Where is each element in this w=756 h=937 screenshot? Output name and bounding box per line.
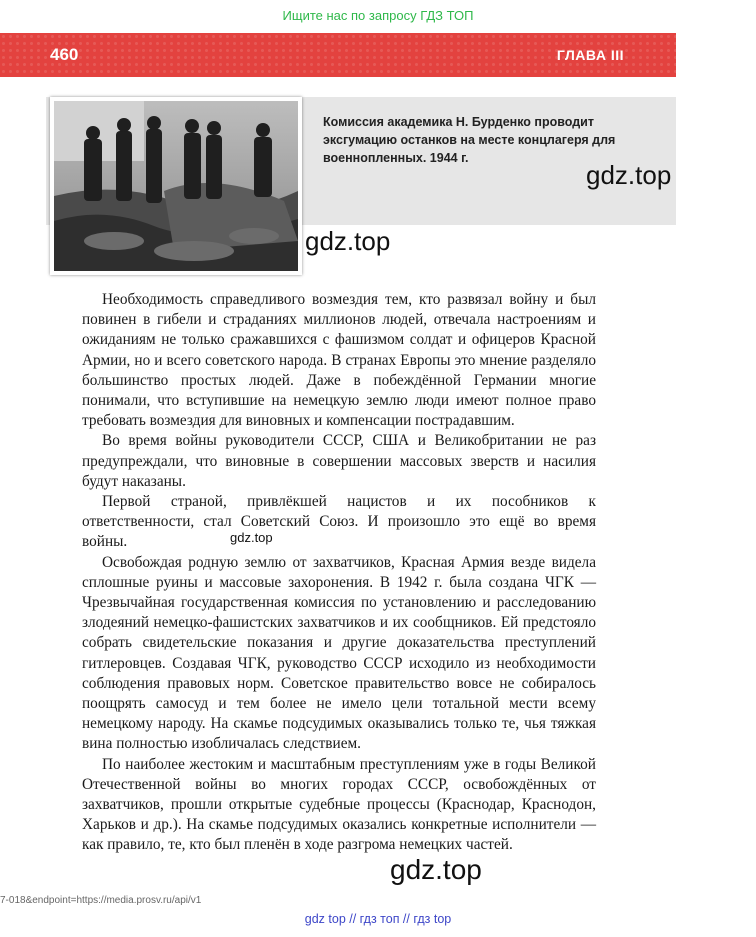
watermark: gdz.top: [390, 854, 482, 885]
watermark: gdz.top: [586, 160, 672, 190]
paragraph: Необходимость справедливого возмездия тем, кто развязал войну и был повинен в гибели и страданиях миллионов людей, отвечала настроениям и ожиданиям не только сражавшихся с фашизмом солдат и офицеров Красной Армии, но и всего советского народа. В странах Европы это мнение разделяло большинство простых людей. Даже в побеждённой Германии многие понимали, что вступившие на немецкую землю люди имеют полное право требовать возмездия для виновных и компенсации пострадавшим.: [82, 291, 596, 430]
body-text: [82, 290, 596, 856]
exhumation-photo: [54, 101, 298, 271]
watermark: gdz.top: [230, 530, 273, 545]
chapter-label: ГЛАВА III: [556, 47, 624, 63]
paragraph: По наиболее жестоким и масштабным преступлениям уже в годы Великой Отечественной войны во многих городах СССР, освобождённых от захватчиков, прошли открытые судебные процессы (Краснодар, Краснодон, Харьков и др.). На скамье подсудимых оказались конкретные исполнители — как правило, те, кто был пленён в ходе разгрома немецких частей.: [82, 755, 596, 854]
url-strip: 7-018&endpoint=https://media.prosv.ru/api/v1: [0, 895, 202, 906]
page-number: 460: [50, 45, 79, 64]
paragraph: Освобождая родную землю от захватчиков, Красная Армия везде видела сплошные руины и массовые захоронения. В 1942 г. была создана ЧГК — Чрезвычайная государственная комиссия по установлению и расследованию злодеяний немецко-фашистских захватчиков и их сообщников. Ей предстояло собрать свидетельские показания и другие доказательства преступлений гитлеровцев. Создавая ЧГК, руководство СССР исходило из необходимости соблюдения правовых норм. Советское правительство вовсе не собиралось поощрять самосуд и тем более не имело цели тотальной мести всему немецкому народу. На скамье подсудимых оказывались только те, чья тяжкая вина полностью изобличалась следствием.: [82, 553, 596, 753]
paragraph: Первой страной, привлёкшей нацистов и их пособников к ответственности, стал Советский Союз. И произошло это ещё во время войны.: [82, 493, 596, 551]
figure-photo-frame: [50, 97, 302, 275]
page-header-band: [0, 33, 676, 77]
paragraph: Во время войны руководители СССР, США и Великобритании не раз предупреждали, что виновные в совершении массовых зверств и насилия будут наказаны.: [82, 432, 596, 490]
footer-links[interactable]: gdz top // гдз топ // гдз top: [304, 912, 452, 926]
figure-caption: Комиссия академика Н. Бурденко проводит эксгумацию останков на месте концлагеря для военнопленных. 1944 г.: [323, 115, 616, 165]
top-search-hint[interactable]: Ищите нас по запросу ГДЗ ТОП: [282, 8, 474, 23]
watermark: gdz.top: [305, 226, 391, 256]
